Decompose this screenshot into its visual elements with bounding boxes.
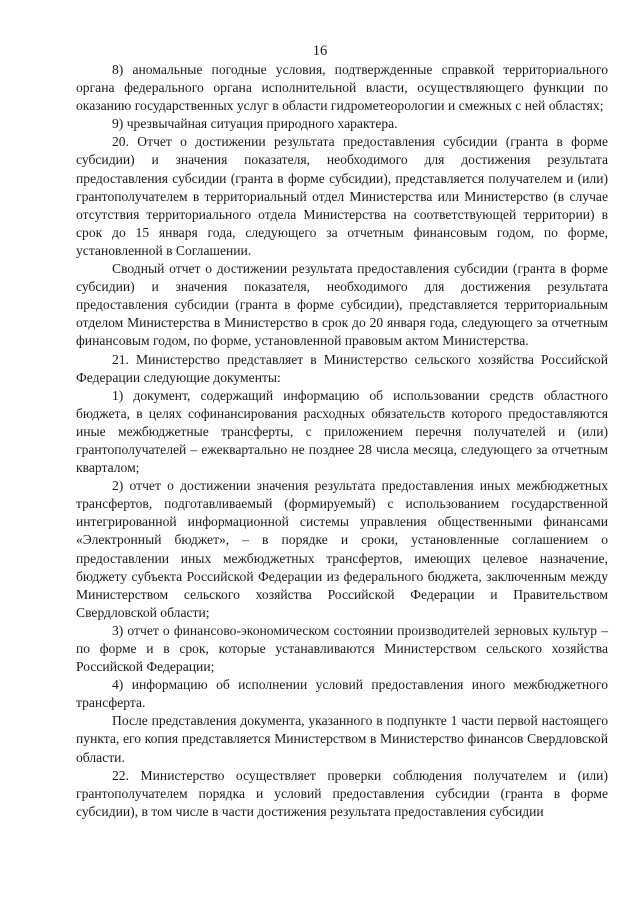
paragraph-doc-item-4: 4) информацию об исполнении условий предоставления иного межбюджетного трансферта.	[76, 677, 608, 711]
paragraph-summary-report: Сводный отчет о достижении результата предоставления субсидии (гранта в форме субсидии) и значения показателя, необходимого для достижения результата предоставления субсидии (гранта в форме субсидии), представляется территориальным отделом Министерства в Министерство в срок до 20 января года, следующего за отчетным финансовым годом, по форме, установленной правовым актом Министерства.	[76, 261, 608, 349]
paragraph-after-submission: После представления документа, указанного в подпункте 1 части первой настоящего пункта, его копия представляется Министерством в Министерство финансов Свердловской области.	[76, 713, 608, 765]
paragraph-clause-21: 21. Министерство представляет в Министерство сельского хозяйства Российской Федерации следующие документы:	[76, 351, 608, 385]
paragraph-item-9: 9) чрезвычайная ситуация природного характера.	[112, 116, 398, 132]
page-number: 16	[312, 43, 328, 59]
paragraph-clause-22: 22. Министерство осуществляет проверки соблюдения получателем и (или) грантополучателем порядка и условий предоставления субсидии (гранта в форме субсидии), в том числе в части достижения результата предоставления субсидии	[76, 767, 608, 819]
document-body	[76, 61, 608, 821]
paragraph-doc-item-1: 1) документ, содержащий информацию об использовании средств областного бюджета, в целях софинансирования расходных обязательств которого предоставляются иные межбюджетные трансферты, с приложением перечня получателей и (или) грантополучателей – ежеквартально не позднее 28 числа месяца, следующего за отчетным кварталом;	[76, 387, 608, 476]
paragraph-doc-item-3: 3) отчет о финансово-экономическом состоянии производителей зерновых культур – по форме и в срок, которые устанавливаются Министерством сельского хозяйства Российской Федерации;	[76, 622, 608, 675]
paragraph-doc-item-2: 2) отчет о достижении значения результата предоставления иных межбюджетных трансфертов, подготавливаемый (формируемый) с использованием государственной интегрированной информационной системы управления общественными финансами «Электронный бюджет», – в порядке и сроки, установленные соглашением о предоставлении иных межбюджетных трансфертов, имеющих целевое назначение, бюджету субъекта Российской Федерации из федерального бюджета, заключенным между Министерством сельского хозяйства Российской Федерации и Правительством Свердловской области;	[76, 478, 608, 620]
paragraph-clause-20: 20. Отчет о достижении результата предоставления субсидии (гранта в форме субсидии) и значения показателя, необходимого для достижения результата предоставления субсидии (гранта в форме субсидии), представляется получателем и (или) грантополучателем в территориальный отдел Министерства или Министерство (в случае отсутствия территориального отдела Министерства на соответствующей территории) в срок до 15 января года, следующего за отчетным финансовым годом, по форме, установленной в Соглашении.	[76, 134, 608, 258]
paragraph-item-8: 8) аномальные погодные условия, подтвержденные справкой территориального органа федерального органа исполнительной власти, осуществляющего функции по оказанию государственных услуг в области гидрометеорологии и смежных с ней областях;	[76, 62, 608, 114]
